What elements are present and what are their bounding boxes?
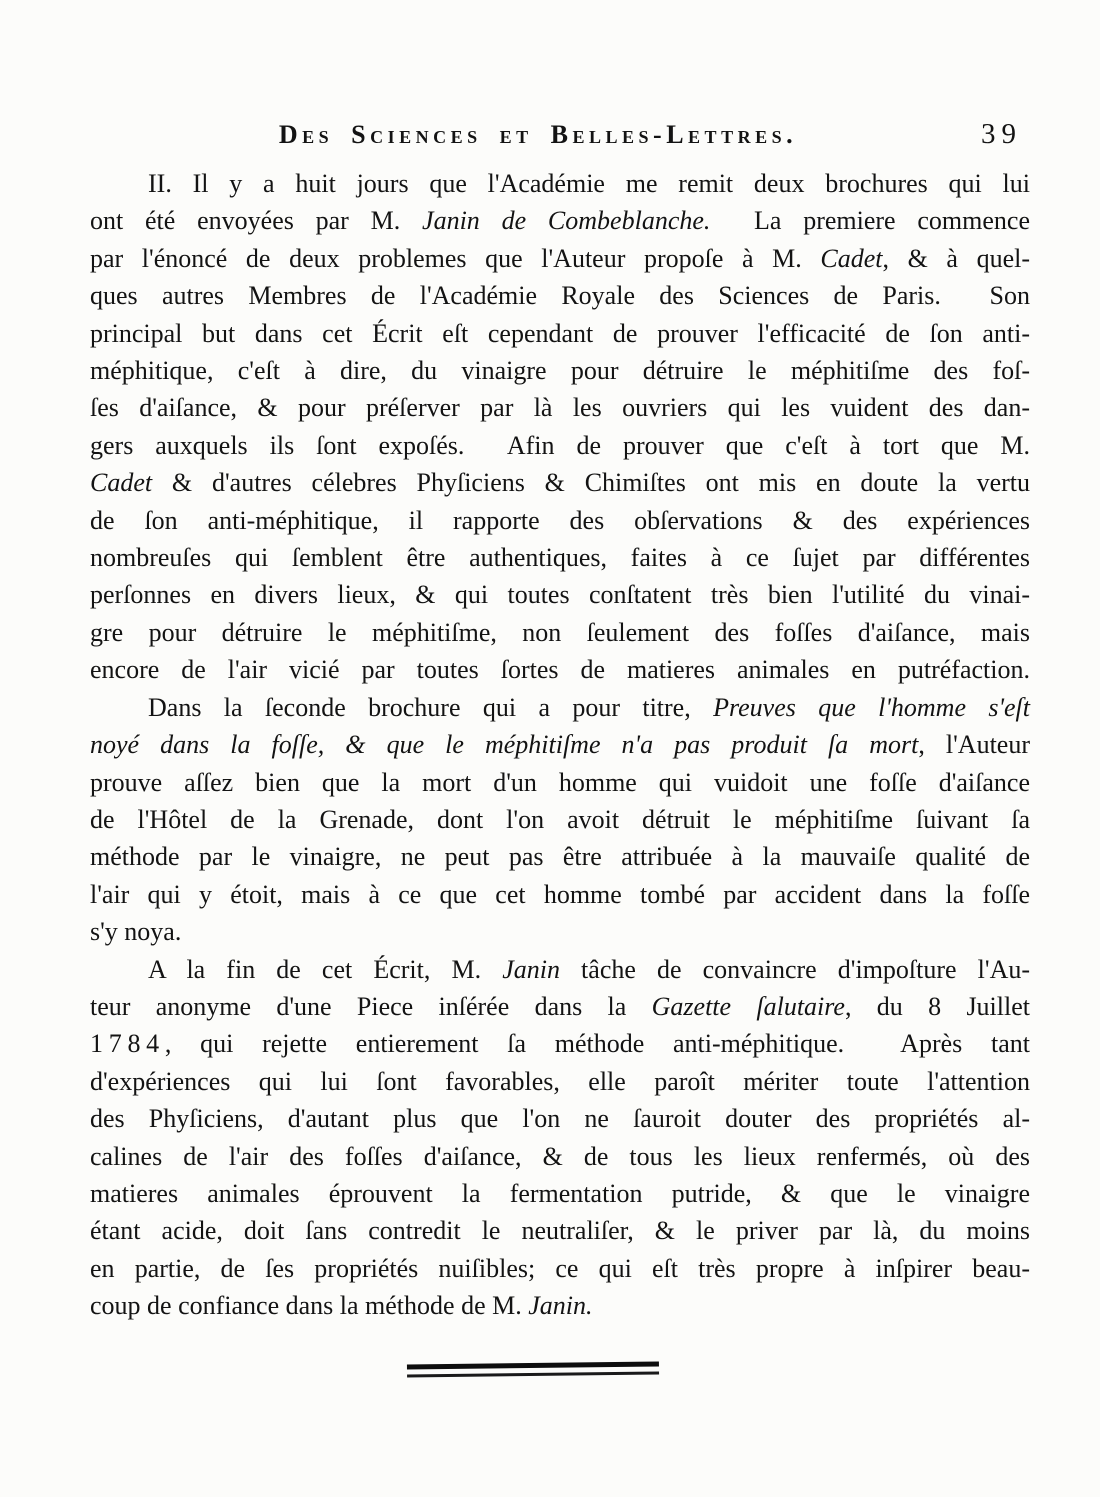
text-segment: de ſon anti-méphitique, il rapporte des obſervations & des expériences [90,505,1030,535]
text-segment: de l'Hôtel de la Grenade, dont l'on avoit détruit le méphitiſme ſuivant ſa [90,804,1030,834]
italic-text-segment: Preuves que l'homme s'eſt [713,692,1030,722]
text-segment: gers auxquels ils ſont expoſés. Afin de prouver que c'eſt à tort que M. [90,430,1030,460]
text-segment: nombreuſes qui ſemblent être authentiques, faites à ce ſujet par différentes [90,543,1030,573]
text-line [90,165,1030,202]
text-line [90,1175,1030,1212]
text-segment: A la fin de cet Écrit, M. [148,954,503,984]
text-block [90,165,1030,1325]
text-line [90,1100,1030,1137]
header-title: Des Sciences et Belles-Lettres. [278,120,798,149]
text-segment: , & à quel- [882,243,1030,273]
text-segment: ont été envoyées par M. [90,206,423,236]
text-line [90,389,1030,426]
text-segment: , qui rejette entierement ſa méthode anti-méphitique. Après tant [164,1029,1030,1059]
text-line [90,614,1030,651]
text-segment: La premiere commence [710,206,1030,236]
text-line [90,801,1030,838]
text-line [90,202,1030,239]
section-divider [407,1361,659,1377]
text-segment: d'expériences qui lui ſont favorables, elle paroît mériter toute l'attention [90,1066,1030,1096]
text-line [90,352,1030,389]
text-line [90,1287,1030,1324]
text-line [90,1250,1030,1287]
text-line [90,951,1030,988]
text-segment: étant acide, doit ſans contredit le neutraliſer, & le priver par là, du moins [90,1216,1030,1246]
text-segment: méphitique, c'eſt à dire, du vinaigre pour détruire le méphitiſme des foſ- [90,356,1030,386]
text-segment: gre pour détruire le méphitiſme, non ſeulement des foſſes d'aiſance, mais [90,617,1030,647]
text-line [90,315,1030,352]
italic-text-segment: Cadet [90,468,153,498]
text-line [90,1063,1030,1100]
text-line [90,838,1030,875]
running-header [90,120,1030,160]
italic-text-segment: Janin. [528,1291,593,1321]
text-line [90,651,1030,688]
divider-bottom-rule [407,1371,659,1377]
text-segment: principal but dans cet Écrit eſt cependant de prouver l'efficacité de ſon anti- [90,318,1030,348]
text-line [90,539,1030,576]
italic-text-segment: Gazette ſalutaire [651,991,845,1021]
text-segment: s'y noya. [90,917,182,947]
italic-text-segment: noyé dans la foſſe, & que le méphitiſme n'a pas produit ſa mort [90,730,919,760]
text-segment: 1784 [90,1029,165,1059]
text-segment: prouve aſſez bien que la mort d'un homme qui vuidoit une foſſe d'aiſance [90,767,1030,797]
text-line [90,240,1030,277]
text-line [90,502,1030,539]
text-line [90,427,1030,464]
italic-text-segment: Cadet [820,243,883,273]
text-line [90,1138,1030,1175]
text-segment: par l'énoncé de deux problemes que l'Auteur propoſe à M. [90,243,821,273]
text-segment: ques autres Membres de l'Académie Royale des Sciences de Paris. Son [90,281,1030,311]
italic-text-segment: Janin [502,954,560,984]
text-line [90,464,1030,501]
text-line [90,576,1030,613]
text-line [90,913,1030,950]
text-segment: II. Il y a huit jours que l'Académie me remit deux brochures qui lui [148,169,1030,198]
text-segment: l'air qui y étoit, mais à ce que cet homme tombé par accident dans la foſſe [90,879,1030,909]
text-segment: des Phyſiciens, d'autant plus que l'on ne ſauroit douter des propriétés al- [90,1104,1030,1134]
text-segment: teur anonyme d'une Piece inſérée dans la [90,991,652,1021]
text-line [90,689,1030,726]
text-line [90,1212,1030,1249]
text-segment: en partie, de ſes propriétés nuiſibles; ce qui eſt très propre à inſpirer beau- [90,1253,1030,1283]
text-segment: Dans la ſeconde brochure qui a pour titre, [148,692,714,722]
text-segment: perſonnes en divers lieux, & qui toutes conſtatent très bien l'utilité du vinai- [90,580,1030,610]
text-line [90,277,1030,314]
text-segment: calines de l'air des foſſes d'aiſance, & de tous les lieux renfermés, où des [90,1141,1030,1171]
text-segment: , du 8 Juillet [844,991,1030,1021]
text-line [90,988,1030,1025]
text-segment: matieres animales éprouvent la fermentation putride, & que le vinaigre [90,1178,1030,1208]
text-segment: tâche de convaincre d'impoſture l'Au- [559,954,1031,984]
text-line [90,1025,1030,1062]
text-segment: & d'autres célebres Phyſiciens & Chimiſtes ont mis en doute la vertu [152,468,1030,498]
text-segment: coup de confiance dans la méthode de M. [90,1291,529,1321]
text-line [90,726,1030,763]
page-number: 39 [981,118,1022,150]
text-segment: ſes d'aiſance, & pour préſerver par là les ouvriers qui les vuident des dan- [90,393,1030,423]
italic-text-segment: Janin de Combeblanche. [422,206,711,236]
text-line [90,764,1030,801]
text-segment: , l'Auteur [918,730,1030,760]
divider-top-rule [407,1361,659,1369]
text-line [90,876,1030,913]
text-segment: méthode par le vinaigre, ne peut pas être attribuée à la mauvaiſe qualité de [90,842,1030,872]
text-segment: encore de l'air vicié par toutes ſortes de matieres animales en putréfaction. [90,655,1030,685]
